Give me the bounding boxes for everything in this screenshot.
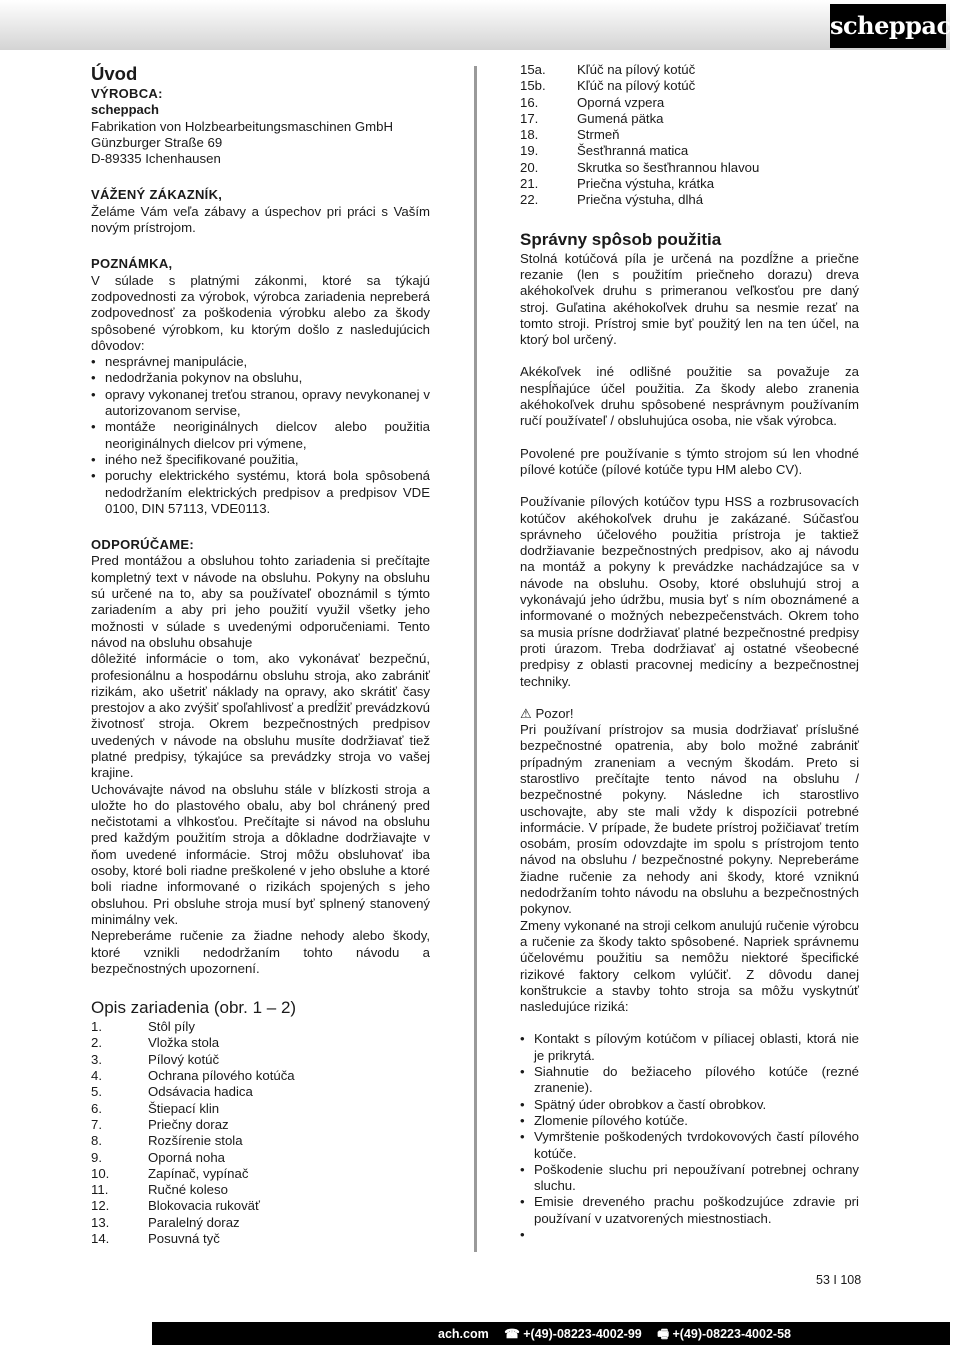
part-row bbox=[520, 127, 759, 143]
part-name: Gumená pätka bbox=[577, 110, 664, 126]
footer-white-block bbox=[0, 1322, 152, 1345]
intro-title: Úvod bbox=[91, 63, 138, 84]
part-number: 7. bbox=[91, 1116, 102, 1132]
list-item: • nesprávnej manipulácie, bbox=[91, 354, 430, 370]
part-number: 6. bbox=[91, 1100, 102, 1116]
usage-title: Správny spôsob použitia bbox=[520, 229, 722, 249]
part-row bbox=[91, 1215, 295, 1231]
part-name: Štiepací klin bbox=[148, 1100, 220, 1116]
part-name: Ochrana pílového kotúča bbox=[148, 1068, 295, 1084]
footer-contact bbox=[438, 1325, 803, 1346]
part-name: Zapínač, vypínač bbox=[148, 1165, 249, 1181]
part-row bbox=[520, 78, 759, 94]
part-row bbox=[520, 95, 759, 111]
part-row bbox=[520, 176, 759, 192]
recommend-paragraph: dôležité informácie o tom, ako vykonávať bezpečnú, profesionálnu a hospodárnu obsluhu stroja, ako zabrániť rizikám, ako ušetriť náklady na opravy, ako skrátiť časy prestojov a ako zvýšiť spoľahlivosť a predĺžiť prevádzkovú životnosť stroja. Okrem bezpečnostných predpisov uvedených v návode na obsluhu musíte dodržiavať tiež platné predpisy, týkajúce sa prevádzky stroja vo vašej krajine. bbox=[91, 651, 431, 781]
part-row bbox=[520, 160, 759, 176]
recommend-paragraph: Uchovávajte návod na obsluhu stále v blízkosti stroja a uložte ho do plastového obalu, aby bol chránený pred nečistotami a vlhkosťou. Prečítajte si návod na obsluhu pred každým použitím stroja a dôkladne dodržiavajte v ňom uvedené informácie. Stroj môžu obsluhovať iba osoby, ktoré boli riadne preškolené v jeho obsluhe a ktoré boli riadne informované o rizikách spojených s jeho obsluhou. Pri obsluhe stroja musí byť splnený stanovený minimálny vek. bbox=[91, 781, 430, 927]
usage-paragraph: Stolná kotúčová píla je určená na pozdĺžne a priečne rezanie (len s použitím priečneho dorazu) dreva akéhokoľvek druhu s primeranou veľkosťou pre daný stroj. Guľatina akéhokoľvek druhu sa nesmie rezať na tomto stroji. Prístroj smie byť použitý len na ten účel, na ktorý bol určený. bbox=[520, 250, 859, 348]
column-divider bbox=[474, 66, 477, 1252]
list-item: • opravy vykonanej treťou stranou, opravy nevykonanej v autorizovanom servise, bbox=[91, 387, 430, 420]
part-number: 20. bbox=[520, 159, 539, 175]
right-column bbox=[520, 62, 859, 1243]
part-number: 9. bbox=[91, 1149, 102, 1165]
note-list bbox=[91, 354, 430, 517]
list-item: • Zlomenie pílového kotúče. bbox=[520, 1113, 859, 1129]
part-row bbox=[91, 1019, 295, 1035]
part-number: 5. bbox=[91, 1084, 102, 1100]
customer-label: VÁŽENÝ ZÁKAZNÍK, bbox=[91, 187, 223, 203]
list-item bbox=[520, 1227, 859, 1243]
part-number: 18. bbox=[520, 127, 539, 143]
part-number: 1. bbox=[91, 1019, 102, 1035]
part-row bbox=[520, 143, 759, 159]
part-row bbox=[520, 111, 759, 127]
part-number: 14. bbox=[91, 1231, 110, 1246]
part-name: Rozšírenie stola bbox=[148, 1133, 243, 1149]
recommend-label: ODPORÚČAME: bbox=[91, 537, 194, 553]
recommend-paragraph: Nepreberáme ručenie za žiadne nehody alebo škody, ktoré vznikli nedodržaním tohto návodu a bezpečnostných upozornení. bbox=[91, 928, 430, 976]
parts-list-continued bbox=[520, 62, 759, 209]
usage-paragraph: Povolené pre používanie s týmto strojom sú len vhodné pílové kotúče (pílové kotúče typu HM alebo CV). bbox=[520, 445, 859, 477]
part-name: Oporná noha bbox=[148, 1149, 225, 1165]
warning-paragraph: Pri používaní prístrojov sa musia dodržiavať príslušné bezpečnostné opatrenia, aby bolo možné zabrániť prípadným zraneniam a vecným škodám. Preto si starostlivo prečítajte tento návod na obsluhu / bezpečnostné pokyny. Následne ich starostlivo uschovajte, aby ste mali vždy k dispozícii potrebné informácie. V prípade, že budete prístroj požičiavať tretím osobám, prosím odovzdajte im spolu s prístrojom tento návod na obsluhu / bezpečnostné pokyny. Nepreberáme žiadne ručenie za nehody ani škody, ktoré vzniknú nedodržaním tohto návodu na obsluhu a bezpečnostných pokynov. bbox=[520, 722, 859, 917]
list-item: • nedodržania pokynov na obsluhu, bbox=[91, 370, 430, 386]
list-item: • montáže neoriginálnych dielcov alebo použitia neoriginálnych dielcov pri výmene, bbox=[91, 419, 430, 452]
part-row bbox=[91, 1231, 295, 1247]
part-row bbox=[91, 1166, 295, 1182]
manufacturer-label: VÝROBCA: bbox=[91, 86, 163, 101]
part-row bbox=[91, 1150, 295, 1166]
left-column bbox=[91, 62, 430, 1247]
part-number: 15a. bbox=[520, 62, 546, 77]
part-name: Priečny doraz bbox=[148, 1116, 229, 1132]
part-number: 4. bbox=[91, 1068, 102, 1084]
part-name: Blokovacia rukoväť bbox=[148, 1198, 260, 1214]
risk-list bbox=[520, 1031, 859, 1243]
footer-bar bbox=[0, 1322, 950, 1345]
parts-title: Opis zariadenia (obr. 1 – 2) bbox=[91, 998, 297, 1018]
part-number: 10. bbox=[91, 1165, 110, 1181]
part-name: Strmeň bbox=[577, 127, 620, 143]
part-name: Odsávacia hadica bbox=[148, 1084, 253, 1100]
parts-list bbox=[91, 1019, 295, 1247]
part-name: Kľúč na pílový kotúč bbox=[577, 78, 696, 94]
part-number: 11. bbox=[91, 1182, 109, 1198]
part-number: 22. bbox=[520, 192, 539, 208]
part-name: Skrutka so šesťhrannou hlavou bbox=[577, 159, 760, 175]
list-item: • iného než špecifikované použitia, bbox=[91, 452, 430, 468]
part-number: 2. bbox=[91, 1035, 102, 1051]
part-row bbox=[91, 1068, 295, 1084]
part-row bbox=[91, 1117, 295, 1133]
part-name: Posuvná tyč bbox=[148, 1231, 220, 1246]
part-number: 13. bbox=[91, 1214, 110, 1230]
part-number: 3. bbox=[91, 1051, 102, 1067]
footer-website: ach.com bbox=[438, 1327, 489, 1341]
usage-paragraph: Používanie pílových kotúčov typu HSS a rozbrusovacích kotúčov akéhokoľvek druhu je zakázané. Súčasťou správneho účelového použitia prístroja je taktiež dodržiavanie bezpečnostných predpisov, ako aj návodu na montáž a pokyny k prevádzke nachádzajúce sa v návode na obsluhu. Osoby, ktoré obsluhujú stroj a vykonávajú jeho údržbu, musia byť s ním oboznámené a informované o možných nebezpečenstvách. Okrem toho sa musia prísne dodržiavať platné bezpečnostné predpisy proti úrazom. Treba dodržiavať aj ostatné všeobecné predpisy z oblasti pracovnej medicíny a bezpečnostnej techniky. bbox=[520, 494, 859, 689]
list-item: • poruchy elektrického systému, ktorá bola spôsobená nedodržaním elektrických predpisov a predpisov VDE 0100, DIN 57113, VDE0113. bbox=[91, 468, 430, 517]
part-row bbox=[91, 1052, 295, 1068]
part-row bbox=[91, 1198, 295, 1214]
header-bar bbox=[0, 0, 968, 50]
list-item: • Emisie dreveného prachu poškodzujúce zdravie pri používaní v uzatvorených miestnostiach. bbox=[520, 1194, 859, 1227]
part-name: Šesťhranná matica bbox=[577, 143, 689, 159]
note-text: V súlade s platnými zákonmi, ktoré sa týkajú zodpovednosti za výrobok, výrobca zariadenia nepreberá zodpovednosť za poškodenia výrobku alebo za škody spôsobené výrobkom, ku ktorým došlo z nasledujúcich dôvodov: bbox=[91, 272, 430, 353]
customer-text: Želáme Vám veľa zábavy a úspechov pri práci s Vaším novým prístrojom. bbox=[91, 203, 430, 236]
part-number: 12. bbox=[91, 1198, 110, 1214]
part-number: 17. bbox=[520, 110, 539, 126]
address-line: Günzburger Straße 69 bbox=[91, 134, 223, 150]
usage-paragraph: Akékoľvek iné odlišné použitie sa považuje za nespĺňajúce účel použitia. Za škody alebo zranenia akéhokoľvek druhu spôsobené nesprávnym používaním ručí používateľ / obsluhujúca osoba, nie však výrobca. bbox=[520, 364, 859, 429]
part-number: 8. bbox=[91, 1133, 102, 1149]
manufacturer-name: scheppach bbox=[91, 102, 159, 118]
part-row bbox=[520, 62, 759, 78]
list-item: • Poškodenie sluchu pri nepoužívaní potrebnej ochrany sluchu. bbox=[520, 1162, 859, 1195]
note-label: POZNÁMKA, bbox=[91, 256, 173, 272]
warning-paragraph: Zmeny vykonané na stroji celkom anulujú ručenie výrobcu a ručenie za škody takto spôsobené. Napriek správnemu účelovému použitiu sa nemôžu niektoré špecifické rizikové faktory celkom vylúčiť. Z dôvodu danej konštrukcie a stavby tohto stroja sa môžu vyskytnúť nasledujúce riziká: bbox=[520, 917, 859, 1015]
part-name: Stôl píly bbox=[148, 1019, 195, 1035]
part-name: Priečna výstuha, krátka bbox=[577, 176, 715, 192]
part-name: Pílový kotúč bbox=[148, 1051, 220, 1067]
list-item: • Kontakt s pílovým kotúčom v píliacej oblasti, ktorá nie je prikrytá. bbox=[520, 1031, 859, 1064]
page-number: 53 I 108 bbox=[816, 1273, 862, 1287]
warning-label: ⚠ Pozor! bbox=[520, 705, 574, 721]
part-row bbox=[520, 192, 759, 208]
scheppach-logo: scheppach bbox=[830, 4, 946, 48]
part-number: 21. bbox=[520, 176, 539, 192]
list-item: • Vymrštenie poškodených tvrdokovových častí pílového kotúče. bbox=[520, 1129, 859, 1162]
part-row bbox=[91, 1101, 295, 1117]
part-name: Oporná vzpera bbox=[577, 94, 665, 110]
part-number: 16. bbox=[520, 94, 539, 110]
part-name: Ručné koleso bbox=[148, 1182, 228, 1198]
address-line: Fabrikation von Holzbearbeitungsmaschinen GmbH bbox=[91, 118, 393, 134]
part-name: Paralelný doraz bbox=[148, 1214, 240, 1230]
footer-fax: 🖷 +(49)-08223-4002-58 bbox=[657, 1327, 791, 1341]
manufacturer-address bbox=[91, 119, 430, 168]
part-number: 15b. bbox=[520, 78, 546, 94]
footer-phone: ☎ +(49)-08223-4002-99 bbox=[504, 1327, 642, 1341]
recommend-paragraph: Pred montážou a obsluhou tohto zariadenia si prečítajte kompletný text v návode na obsluhu. Pokyny na obsluhu sú určené na to, aby sa používateľ oboznámil s týmto zariadením a aby pri jeho použití využil všetky jeho možnosti v súlade s uvedenými odporučeniami. Tento návod na obsluhu obsahuje bbox=[91, 553, 430, 650]
part-row bbox=[91, 1084, 295, 1100]
part-row bbox=[91, 1035, 295, 1051]
part-name: Vložka stola bbox=[148, 1035, 220, 1051]
part-name: Kľúč na pílový kotúč bbox=[577, 62, 696, 77]
part-number: 19. bbox=[520, 143, 539, 159]
list-item: • Siahnutie do bežiaceho pílového kotúče (rezné zranenie). bbox=[520, 1064, 859, 1097]
list-item: • Spätný úder obrobkov a častí obrobkov. bbox=[520, 1097, 859, 1113]
part-row bbox=[91, 1182, 295, 1198]
part-row bbox=[91, 1133, 295, 1149]
address-line: D-89335 Ichenhausen bbox=[91, 151, 221, 167]
part-name: Priečna výstuha, dlhá bbox=[577, 192, 704, 208]
